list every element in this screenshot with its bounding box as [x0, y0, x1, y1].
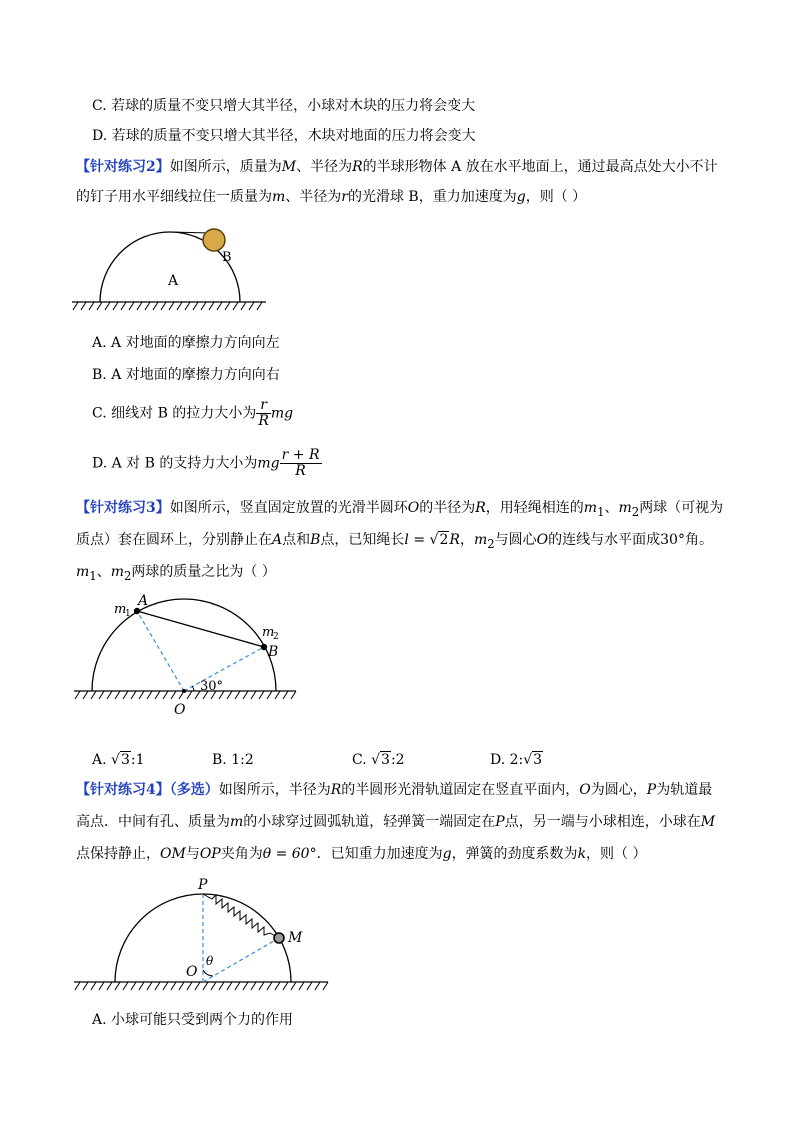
q3-text: 如图所示，竖直固定放置的光滑半圆环: [169, 500, 408, 516]
fraction-denominator: R: [258, 413, 269, 429]
q3-sqrt-2: 2: [439, 532, 449, 548]
q3-sub-2: 2: [631, 504, 640, 519]
q3-line-2: 质点）套在圆环上，分别静止在A点和B点，已知绳长l = √2R，$m_2$与圆心O的连线与水平面成30°角。: [76, 532, 713, 551]
q3-option-d[interactable]: D. 2:√3: [490, 752, 543, 768]
q4-text: 如图所示，半径为: [218, 782, 331, 798]
q3-sep: 、: [604, 500, 619, 516]
q2-var-R: R: [352, 159, 363, 175]
q3-var-m2b: m: [473, 532, 488, 548]
q3-sub-1: 1: [597, 504, 605, 519]
q4-label-m: M: [288, 930, 303, 946]
q4-option-a[interactable]: A. 小球可能只受到两个力的作用: [92, 1012, 294, 1028]
option-c-prev: C. 若球的质量不变只增大其半径，小球对木块的压力将会变大: [92, 98, 476, 114]
q2-var-M: M: [281, 159, 297, 175]
q2-ball: [203, 229, 225, 251]
q2-ground-hatch: [73, 302, 262, 310]
q3-option-c[interactable]: C. √3:2: [352, 752, 405, 768]
q3-line-3: [76, 562, 276, 586]
q4-var-P2: P: [495, 814, 505, 830]
q3-var-l: l: [404, 532, 409, 548]
q3-label-angle: 30°: [200, 679, 224, 694]
q3-label-a: A: [138, 593, 149, 609]
q4-text: ，则（ ）: [586, 846, 647, 862]
q3-var-m1c: m: [76, 564, 90, 580]
q3-var-B: B: [310, 532, 321, 548]
q4-label-p: P: [198, 877, 208, 893]
q4-radius-om: [203, 938, 279, 982]
q4-multi-tag: （多选）: [169, 782, 219, 798]
q3-option-c-sqrt: 3: [381, 752, 390, 768]
q3-angle-arc: [192, 686, 194, 691]
q4-text: 点，另一端与小球相连，小球在: [504, 814, 701, 830]
option-d-prev: D. 若球的质量不变只增大其半径，木块对地面的压力将会变大: [92, 128, 476, 144]
q3-option-a-post: :1: [130, 752, 145, 768]
q3-text: 质点）套在圆环上，分别静止在: [76, 532, 272, 548]
q4-var-g: g: [442, 846, 452, 862]
q3-var-m2: m: [618, 500, 632, 516]
q4-text: 高点．中间有孔、质量为: [76, 814, 230, 830]
q2-label-b: B: [222, 250, 232, 265]
q4-text: ．已知重力加速度为: [316, 846, 443, 862]
q2-label-a: A: [168, 273, 179, 289]
q3-label-m1: m: [114, 602, 127, 617]
q3-text: 两球的质量之比为（ ）: [131, 564, 276, 580]
q3-text: 的连线与水平面成30°角。: [548, 532, 713, 548]
q3-figure: [70, 590, 300, 720]
q4-line-1: [76, 780, 712, 800]
q2-var-g: g: [516, 189, 526, 205]
q3-sub-2b: 2: [487, 536, 495, 551]
q3-var-A: A: [272, 532, 283, 548]
q4-line-2: [76, 812, 715, 832]
q4-text: 为圆心，: [590, 782, 647, 798]
q3-text: 点和: [282, 532, 311, 548]
q4-ground-hatch: [75, 982, 328, 990]
q2-fraction-r-over-R: [256, 398, 271, 429]
q3-var-R: R: [475, 500, 486, 516]
q3-text: 点，已知绳长: [320, 532, 405, 548]
q3-option-a[interactable]: A. √3:1: [92, 752, 145, 768]
q2-tag: 【针对练习2】: [76, 159, 170, 175]
q3-text: 与圆心: [494, 532, 537, 548]
q3-eq: =: [408, 532, 430, 548]
q4-var-k: k: [577, 846, 587, 862]
q2-text: 的半球形物体 A 放在水平地面上，通过最高点处大小不计: [362, 159, 718, 175]
q2-option-c[interactable]: [92, 398, 293, 429]
q2-text: 的钉子用水平细线拉住一质量为: [76, 189, 272, 205]
q4-text: 点保持静止，: [76, 846, 160, 862]
q3-option-b[interactable]: B. 1:2: [212, 752, 254, 768]
q4-var-M: M: [700, 814, 716, 830]
q2-fraction-rR-over-R: [280, 448, 322, 479]
q4-figure: [70, 872, 340, 997]
q3-label-m2: m: [262, 625, 275, 640]
q2-figure: [70, 222, 270, 314]
q2-option-d-mg: mg: [257, 455, 280, 472]
q3-line-1: [76, 498, 723, 522]
q3-label-b: B: [268, 644, 279, 660]
q2-line-2: [76, 187, 586, 207]
q2-option-d-text: D. A 对 B 的支持力大小为: [92, 455, 258, 472]
q3-option-a-sqrt: 3: [120, 752, 130, 768]
q4-line-3: [76, 844, 647, 864]
q3-var-R2: R: [449, 532, 460, 548]
q3-var-O: O: [407, 500, 420, 516]
q3-label-m2-sub: 2: [273, 632, 279, 642]
q2-text: 如图所示，质量为: [169, 159, 282, 175]
q3-tag: 【针对练习3】: [76, 500, 170, 516]
q3-text: 的半径为: [419, 500, 476, 516]
q4-spring: [203, 894, 279, 938]
fraction-denominator: R: [295, 463, 306, 479]
q3-text: 两球（可视为: [639, 500, 724, 516]
q4-text: 与: [185, 846, 200, 862]
q4-var-P: P: [646, 782, 657, 798]
q2-text: 的光滑球 B，重力加速度为: [347, 189, 517, 205]
q3-rope: [137, 611, 264, 647]
q4-var-m: m: [230, 814, 244, 830]
q3-sep: 、: [96, 564, 111, 580]
q4-ball: [274, 933, 284, 943]
q4-label-theta: θ: [206, 954, 214, 968]
q3-option-c-pre: C.: [352, 752, 372, 768]
q3-radius-ob: [184, 647, 264, 691]
q4-theta-eq: θ = 60°: [262, 846, 317, 862]
q3-center-o: [182, 689, 186, 693]
q4-text: 的小球穿过圆弧轨道，轻弹簧一端固定在: [243, 814, 496, 830]
q3-option-a-pre: A.: [92, 752, 112, 768]
q2-option-d[interactable]: [92, 448, 322, 479]
q3-option-c-post: :2: [390, 752, 405, 768]
q2-text: 、半径为: [285, 189, 342, 205]
q3-label-m1-sub: 1: [125, 609, 131, 619]
q4-var-R: R: [330, 782, 342, 798]
q2-text: ，则（ ）: [525, 189, 587, 205]
q2-option-c-text: C. 细线对 B 的拉力大小为: [92, 405, 257, 422]
q4-text: 的半圆形光滑轨道固定在竖直平面内，: [341, 782, 580, 798]
q4-var-O: O: [579, 782, 591, 798]
q3-sub-1c: 1: [89, 568, 97, 583]
q3-option-d-sqrt: 3: [533, 752, 543, 768]
q2-line-1: [76, 157, 718, 177]
q4-text: 为轨道最: [656, 782, 713, 798]
q4-angle-arc: [203, 970, 213, 976]
q2-var-m: m: [272, 189, 286, 205]
fraction-numerator: r: [256, 398, 271, 414]
q2-option-b[interactable]: B. A 对地面的摩擦力方向向右: [92, 367, 280, 383]
q3-ball-b: [261, 644, 267, 650]
q4-text: ，弹簧的劲度系数为: [451, 846, 578, 862]
q2-option-a[interactable]: A. A 对地面的摩擦力方向向左: [92, 335, 280, 351]
q4-var-OP: OP: [199, 846, 221, 862]
q3-var-O2: O: [536, 532, 549, 548]
q2-var-r: r: [341, 189, 348, 205]
q4-tag: 【针对练习4】: [76, 782, 170, 798]
q2-option-c-mg: mg: [270, 405, 294, 422]
q4-var-OM: OM: [160, 846, 186, 862]
q2-text: 、半径为: [296, 159, 353, 175]
q4-label-o: O: [186, 964, 198, 980]
q4-text: 夹角为: [220, 846, 263, 862]
fraction-numerator: r + R: [281, 447, 320, 463]
q3-var-m2c: m: [110, 564, 124, 580]
q3-label-o: O: [174, 702, 186, 718]
q3-sub-2c: 2: [123, 568, 132, 583]
q3-option-d-pre: D. 2:: [490, 752, 524, 768]
q3-var-m1: m: [583, 500, 598, 516]
q3-text: ，用轻绳相连的: [485, 500, 584, 516]
